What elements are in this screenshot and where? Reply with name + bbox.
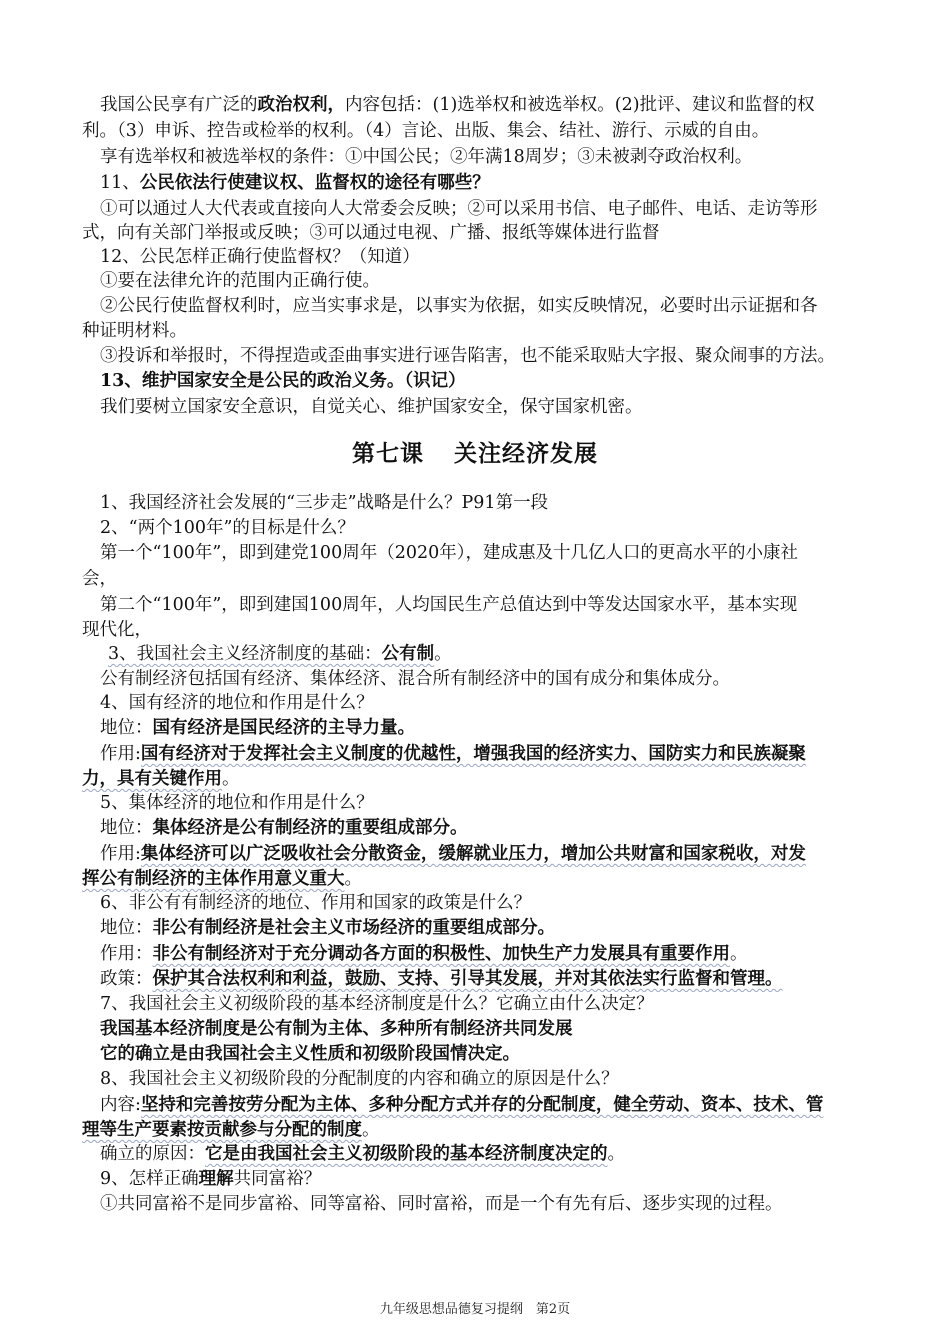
- text-line: 作用:国有经济对于发挥社会主义制度的优越性，增强我国的经济实力、国防实力和民族凝聚: [100, 744, 806, 764]
- text-line: 作用:集体经济可以广泛吸收社会分散资金，缓解就业压力，增加公共财富和国家税收，对发: [100, 844, 806, 864]
- text-line: 理等生产要素按贡献参与分配的制度。: [82, 1120, 380, 1140]
- text-line: ③投诉和举报时，不得捏造或歪曲事实进行诬告陷害，也不能采取贴大字报、聚众闹事的方法。: [100, 346, 835, 366]
- text-line: ②公民行使监督权利时，应当实事求是，以事实为依据，如实反映情况，必要时出示证据和各: [100, 296, 818, 316]
- section-title: 第七课 关注经济发展: [352, 440, 598, 467]
- text-line: 式，向有关部门举报或反映；③可以通过电视、广播、报纸等媒体进行监督: [82, 223, 660, 243]
- text-line: 我国基本经济制度是公有制为主体、多种所有制经济共同发展: [100, 1019, 573, 1039]
- text-line: 力，具有关键作用。: [82, 769, 240, 789]
- text-line: 利。（3）申诉、控告或检举的权利。（4）言论、出版、集会、结社、游行、示威的自由。: [82, 121, 770, 141]
- text-line: 作用：非公有制经济对于充分调动各方面的积极性、加快生产力发展具有重要作用。: [100, 944, 748, 964]
- question-3: 3、我国社会主义经济制度的基础：公有制。: [108, 644, 452, 664]
- text-line: 第一个“100年”，即到建党100周年（2020年），建成惠及十几亿人口的更高水平的小康社: [100, 543, 798, 563]
- text-line: 它的确立是由我国社会主义性质和初级阶段国情决定。: [100, 1044, 520, 1064]
- text-line: 种证明材料。: [82, 321, 187, 341]
- question-1: 1、我国经济社会发展的“三步走”战略是什么？P91第一段: [100, 493, 549, 513]
- text-line: ①共同富裕不是同步富裕、同等富裕、同时富裕，而是一个有先有后、逐步实现的过程。: [100, 1194, 783, 1214]
- text-line: 公有制经济包括国有经济、集体经济、混合所有制经济中的国有成分和集体成分。: [100, 669, 730, 689]
- text-line: 第二个“100年”，即到建国100周年，人均国民生产总值达到中等发达国家水平，基本实现: [100, 595, 798, 615]
- text-line: 地位：集体经济是公有制经济的重要组成部分。: [100, 818, 468, 838]
- text-line: ①要在法律允许的范围内正确行使。: [100, 271, 380, 291]
- question-11: 11、公民依法行使建议权、监督权的途径有哪些？: [100, 173, 490, 193]
- text-line: ①可以通过人大代表或直接向人大常委会反映；②可以采用书信、电子邮件、电话、走访等形: [100, 199, 818, 219]
- text-line: 地位：非公有制经济是社会主义市场经济的重要组成部分。: [100, 918, 555, 938]
- question-7: 7、我国社会主义初级阶段的基本经济制度是什么？它确立由什么决定？: [100, 994, 654, 1014]
- question-6: 6、非公有有制经济的地位、作用和国家的政策是什么？: [100, 893, 532, 913]
- text-line: 挥公有制经济的主体作用意义重大。: [82, 869, 362, 889]
- text-line: 地位：国有经济是国民经济的主导力量。: [100, 718, 415, 738]
- text-line: 享有选举权和被选举权的条件：①中国公民；②年满18周岁；③未被剥夺政治权利。: [100, 147, 753, 167]
- text-line: 现代化，: [82, 620, 152, 640]
- question-4: 4、国有经济的地位和作用是什么？: [100, 693, 374, 713]
- question-13: 13、维护国家安全是公民的政治义务。（识记）: [100, 371, 466, 391]
- question-12: 12、公民怎样正确行使监督权？（知道）: [100, 247, 420, 267]
- question-8: 8、我国社会主义初级阶段的分配制度的内容和确立的原因是什么？: [100, 1069, 619, 1089]
- text-line: 我国公民享有广泛的政治权利，内容包括：(1)选举权和被选举权。(2)批评、建议和监督的权: [100, 95, 815, 115]
- question-2: 2、“两个100年”的目标是什么？: [100, 518, 355, 538]
- page-footer: 九年级思想品德复习提纲 第2页: [379, 1302, 571, 1317]
- text-line: 会，: [82, 569, 117, 589]
- text-line: 确立的原因：它是由我国社会主义初级阶段的基本经济制度决定的。: [100, 1144, 625, 1164]
- question-9: 9、怎样正确理解共同富裕？: [100, 1169, 322, 1189]
- text-line: 政策：保护其合法权利和利益，鼓励、支持、引导其发展，并对其依法实行监督和管理。: [100, 969, 783, 989]
- text-line: 内容:坚持和完善按劳分配为主体、多种分配方式并存的分配制度，健全劳动、资本、技术、管: [100, 1095, 824, 1115]
- question-5: 5、集体经济的地位和作用是什么？: [100, 793, 374, 813]
- text-line: 我们要树立国家安全意识，自觉关心、维护国家安全，保守国家机密。: [100, 397, 643, 417]
